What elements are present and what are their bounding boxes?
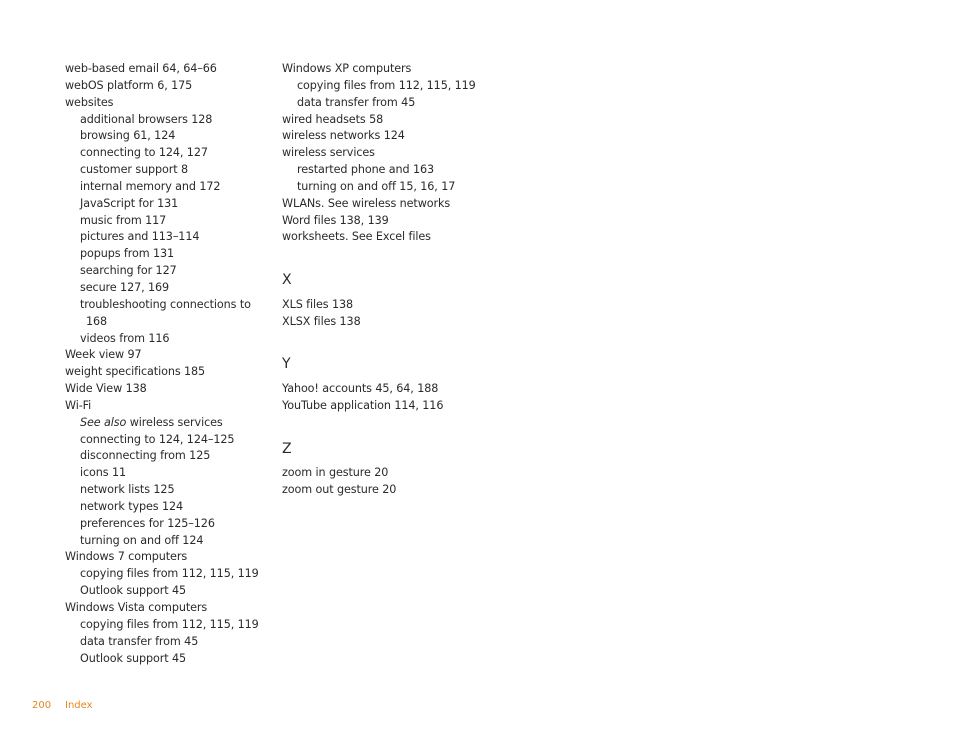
page-number: 200 <box>32 700 52 711</box>
index-entry: web-based email 64, 64–66 <box>65 62 217 75</box>
index-entry: Windows Vista computers <box>65 601 208 614</box>
index-entry: YouTube application 114, 116 <box>282 398 444 412</box>
index-column-left <box>65 61 265 667</box>
index-subentry <box>65 415 265 432</box>
index-entry: zoom out gesture 20 <box>282 483 397 497</box>
index-subentry: copying files from 112, 115, 119 <box>80 617 259 631</box>
section-title: Index <box>65 700 93 711</box>
index-subentry: Outlook support 45 <box>80 651 187 665</box>
index-entry-text: wireless services <box>129 415 223 429</box>
index-column-right <box>282 61 502 499</box>
index-entry: wireless networks 124 <box>282 129 405 143</box>
index-subentry: additional browsers 128 <box>80 112 213 126</box>
index-subentry: videos from 116 <box>80 331 170 345</box>
index-entry: zoom in gesture 20 <box>282 466 389 480</box>
index-entry: XLSX files 138 <box>282 314 361 328</box>
index-entry: webOS platform 6, 175 <box>65 78 193 92</box>
page-footer <box>32 700 93 711</box>
see-also-label: See also <box>80 415 127 429</box>
index-letter-heading: X <box>282 272 292 289</box>
index-subentry: secure 127, 169 <box>80 280 170 294</box>
index-entry: weight specifications 185 <box>65 365 206 379</box>
index-entry: wired headsets 58 <box>282 112 384 126</box>
index-subentry: preferences for 125–126 <box>80 516 215 530</box>
index-subentry: troubleshooting connections to <box>80 297 251 311</box>
index-subentry: restarted phone and 163 <box>297 163 435 177</box>
section-spacer <box>282 331 502 348</box>
index-subentry: JavaScript for 131 <box>80 196 179 210</box>
index-letter-heading: Z <box>282 440 292 457</box>
index-subentry: music from 117 <box>80 213 167 227</box>
index-entry: Wi-Fi <box>65 398 92 412</box>
index-letter-heading: Y <box>282 356 291 373</box>
index-subentry: Outlook support 45 <box>80 584 187 598</box>
section-spacer <box>282 246 502 263</box>
index-entry: websites <box>65 95 114 109</box>
index-subentry: pictures and 113–114 <box>80 230 200 244</box>
index-subentry: icons 11 <box>80 466 127 480</box>
index-subentry: data transfer from 45 <box>297 95 416 109</box>
index-subentry: 168 <box>86 314 108 328</box>
index-entry: wireless services <box>282 146 375 160</box>
index-subentry: searching for 127 <box>80 264 177 278</box>
index-subentry: data transfer from 45 <box>80 634 199 648</box>
index-entry: Windows 7 computers <box>65 550 188 564</box>
section-spacer <box>282 415 502 432</box>
index-subentry: disconnecting from 125 <box>80 449 211 463</box>
index-entry: Word files 138, 139 <box>282 213 389 227</box>
index-entry: XLS files 138 <box>282 297 354 311</box>
index-subentry: browsing 61, 124 <box>80 129 176 143</box>
index-entry: WLANs. See wireless networks <box>282 196 451 210</box>
index-subentry: popups from 131 <box>80 247 175 261</box>
index-entry: Week view 97 <box>65 348 142 362</box>
index-subentry: turning on and off 15, 16, 17 <box>297 179 456 193</box>
index-subentry: connecting to 124, 127 <box>80 146 208 160</box>
index-subentry: network lists 125 <box>80 483 175 497</box>
index-entry: worksheets. See Excel files <box>282 230 431 244</box>
index-entry: Windows XP computers <box>282 62 412 75</box>
index-subentry: internal memory and 172 <box>80 179 221 193</box>
index-subentry: copying files from 112, 115, 119 <box>297 78 476 92</box>
index-subentry: connecting to 124, 124–125 <box>80 432 235 446</box>
index-entry: Wide View 138 <box>65 382 147 396</box>
index-subentry: network types 124 <box>80 499 184 513</box>
index-subentry: turning on and off 124 <box>80 533 204 547</box>
index-subentry: customer support 8 <box>80 163 189 177</box>
index-subentry: copying files from 112, 115, 119 <box>80 567 259 581</box>
index-entry: Yahoo! accounts 45, 64, 188 <box>282 382 439 396</box>
